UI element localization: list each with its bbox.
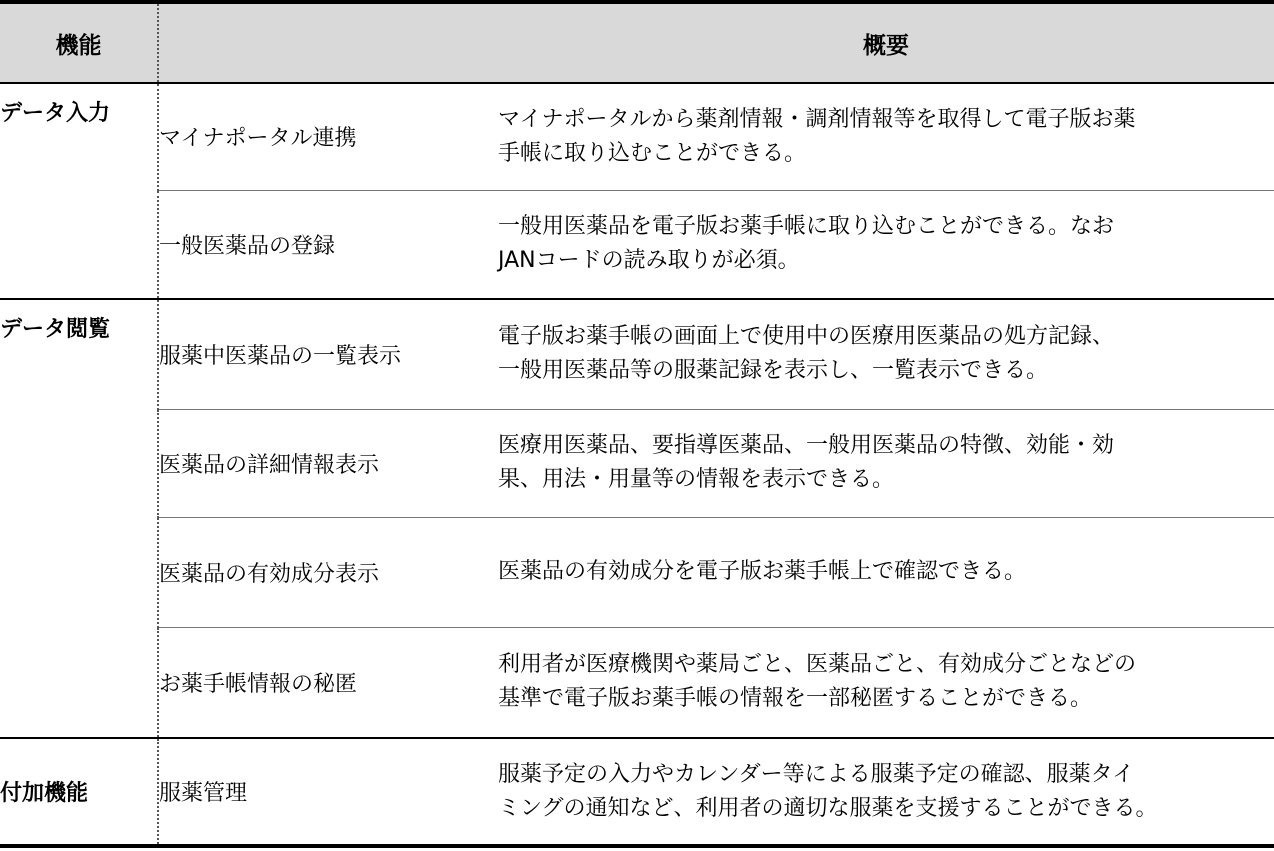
feature-name: マイナポータル連携 [158,83,498,190]
header-feature: 機能 [0,2,158,83]
description-line: ミングの通知など、利用者の適切な服薬を支援することができる。 [498,795,1158,821]
feature-name: 一般医薬品の登録 [158,190,498,299]
description-line: 医療用医薬品、要指導医薬品、一般用医薬品の特徴、効能・効 [498,433,1115,458]
table-row [0,190,1274,299]
table-row [0,409,1274,517]
category-cell: 付加機能 [0,781,89,806]
table-header [0,2,1274,83]
feature-description [498,627,1274,738]
feature-description [498,517,1274,627]
category-cell: データ閲覧 [0,299,158,738]
table-body [0,83,1274,846]
description-line: 服薬予定の入力やカレンダー等による服薬予定の確認、服薬タイ [498,761,1135,787]
table-row [0,83,1274,190]
description-line: 医薬品の有効成分を電子版お薬手帳上で確認できる。 [498,559,1027,584]
description-line: 果、用法・用量等の情報を表示できる。 [498,467,895,492]
feature-name: 服薬中医薬品の一覧表示 [158,299,498,409]
feature-description [498,83,1274,190]
feature-description [498,190,1274,299]
category-cell: データ入力 [0,83,158,299]
description-line: マイナポータルから薬剤情報・調剤情報等を取得して電子版お薬 [498,106,1136,132]
feature-description [498,299,1274,409]
table-row [0,738,1274,846]
feature-name: 医薬品の有効成分表示 [158,517,498,627]
feature-description [498,409,1274,517]
table-row [0,627,1274,738]
description-line: 基準で電子版お薬手帳の情報を一部秘匿することができる。 [498,686,1093,712]
feature-name: お薬手帳情報の秘匿 [158,627,498,738]
header-summary: 概要 [498,2,1274,83]
header-name [158,2,498,83]
description-line: 利用者が医療機関や薬局ごと、医薬品ごと、有効成分ごとなどの [498,652,1137,678]
feature-name: 服薬管理 [158,738,498,846]
description-line: 一般用医薬品等の服薬記録を表示し、一覧表示できる。 [498,358,1049,384]
description-line: 一般用医薬品を電子版お薬手帳に取り込むことができる。なお [498,214,1115,240]
table-row [0,517,1274,627]
description-line: 手帳に取り込むことができる。 [498,140,807,166]
description-line: 電子版お薬手帳の画面上で使用中の医療用医薬品の処方記録、 [498,324,1115,350]
table-row [0,299,1274,409]
feature-name: 医薬品の詳細情報表示 [158,409,498,517]
feature-description [498,738,1274,846]
description-line: JANコードの読み取りが必須。 [498,248,800,274]
